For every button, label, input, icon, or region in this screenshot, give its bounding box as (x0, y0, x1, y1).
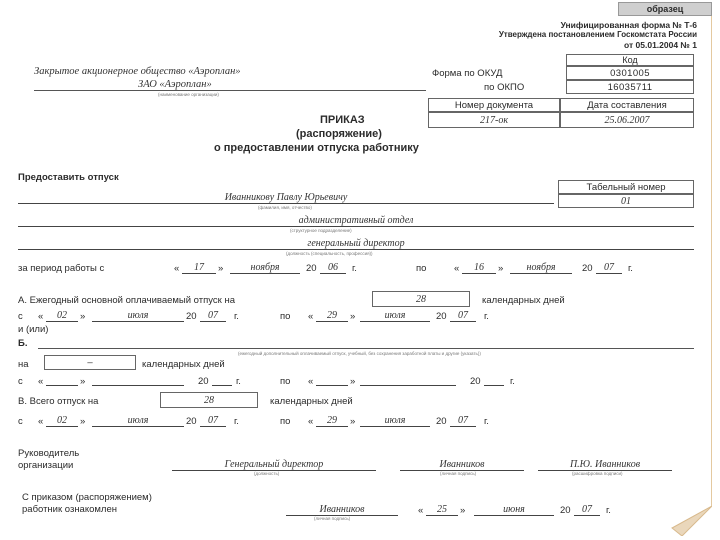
org-short-name: ЗАО «Аэроплан» (138, 79, 212, 90)
leave-total-from-year-suffix: г. (234, 416, 239, 427)
ack-date-century: 20 (560, 505, 571, 516)
doc-title-sub: (распоряжение) (296, 128, 382, 140)
leave-total-to-month: июля (360, 415, 430, 427)
leave-total-to-year-suffix: г. (484, 416, 489, 427)
doc-date-value: 25.06.2007 (560, 112, 694, 128)
leave-b-to-label: по (280, 376, 291, 387)
leave-b-from-year-suffix: г. (236, 376, 241, 387)
leave-b-to-year-suffix: г. (510, 376, 515, 387)
ack-date-day: 25 (426, 504, 458, 516)
leave-a-to-quote-end: » (350, 311, 356, 322)
leave-b-on: на (18, 359, 29, 370)
leave-a-to-label: по (280, 311, 291, 322)
head-name-caption: (расшифровка подписи) (572, 471, 623, 476)
leave-a-to-year-suffix: г. (484, 311, 489, 322)
leave-a-to-century: 20 (436, 311, 447, 322)
leave-b-from-century: 20 (198, 376, 209, 387)
period-to-century: 20 (582, 263, 593, 274)
doc-number-value: 217-ок (428, 112, 560, 128)
head-signature: Иванников (400, 459, 524, 471)
leave-b-to-day (316, 375, 348, 386)
ack-signature-caption: (личная подпись) (314, 516, 351, 521)
okud-label: Форма по ОКУД (432, 68, 503, 79)
leave-b-to-century: 20 (470, 376, 481, 387)
leave-total-text: В. Всего отпуск на (18, 396, 99, 407)
leave-total-from-quote-end: » (80, 416, 86, 427)
head-position-caption: (должность) (254, 471, 280, 476)
ack-date-month: июня (474, 504, 554, 516)
leave-a-from-year: 07 (200, 310, 226, 322)
leave-b-to-quote-end: » (350, 376, 356, 387)
leave-total-from-quote: « (38, 416, 44, 427)
period-from-day: 17 (182, 262, 216, 274)
period-from-quote-end: » (218, 263, 224, 274)
period-to-quote: « (454, 263, 460, 274)
org-caption: (наименование организации) (158, 92, 219, 97)
leave-a-from-century: 20 (186, 311, 197, 322)
leave-a-to-month: июля (360, 310, 430, 322)
head-label-1: Руководитель (18, 448, 80, 459)
leave-total-to-day: 29 (316, 415, 348, 427)
form-page (8, 4, 712, 536)
leave-b-from-year (212, 375, 232, 386)
tab-number-label: Табельный номер (558, 180, 694, 194)
position-caption: (должность (специальность, профессия)) (286, 251, 373, 256)
period-to-year-suffix: г. (628, 263, 633, 274)
leave-total-from-label: с (18, 416, 23, 427)
doc-subject: о предоставлении отпуска работнику (214, 142, 419, 154)
leave-total-from-century: 20 (186, 416, 197, 427)
okpo-label: по ОКПО (484, 82, 525, 93)
ack-label-2: работник ознакомлен (22, 504, 117, 515)
head-position: Генеральный директор (172, 459, 376, 471)
leave-total-to-quote-end: » (350, 416, 356, 427)
leave-total-from-day: 02 (46, 415, 78, 427)
employee-caption: (фамилия, имя, отчество) (258, 205, 312, 210)
form-approval: Утверждена постановлением Госкомстата России (498, 30, 697, 39)
ack-date-quote-end: » (460, 505, 466, 516)
leave-b-to-quote: « (308, 376, 314, 387)
okpo-value: 16035711 (566, 80, 694, 94)
doc-number-label: Номер документа (428, 98, 560, 112)
code-head: Код (566, 54, 694, 66)
ack-date-year-suffix: г. (606, 505, 611, 516)
period-from-year: 06 (320, 262, 346, 274)
leave-a-text: А. Ежегодный основной оплачиваемый отпуск на (18, 295, 235, 306)
leave-total-to-year: 07 (450, 415, 476, 427)
position: генеральный директор (18, 238, 694, 250)
leave-b-caption: (ежегодный дополнительный оплачиваемый отпуск, учебный, без сохранения заработной платы и другие (указать)) (238, 351, 481, 356)
leave-a-to-quote: « (308, 311, 314, 322)
employee-name: Иванникову Павлу Юрьевичу (18, 192, 554, 204)
okud-value: 0301005 (566, 66, 694, 80)
leave-b-label: Б. (18, 338, 28, 349)
leave-b-from-quote-end: » (80, 376, 86, 387)
leave-b-from-label: с (18, 376, 23, 387)
doc-title: ПРИКАЗ (320, 114, 365, 126)
doc-date-label: Дата составления (560, 98, 694, 112)
leave-b-from-quote: « (38, 376, 44, 387)
head-label-2: организации (18, 460, 74, 471)
period-from-quote: « (174, 263, 180, 274)
leave-total-to-century: 20 (436, 416, 447, 427)
leave-a-from-label: с (18, 311, 23, 322)
org-full-name: Закрытое акционерное общество «Аэроплан» (34, 66, 241, 77)
folded-corner (668, 506, 712, 536)
ack-date-quote: « (418, 505, 424, 516)
department: административный отдел (18, 215, 694, 227)
leave-total-from-month: июля (92, 415, 184, 427)
leave-or-text: и (или) (18, 324, 49, 335)
leave-total-from-year: 07 (200, 415, 226, 427)
leave-a-to-year: 07 (450, 310, 476, 322)
period-from-month: ноября (230, 262, 300, 274)
period-from-century: 20 (306, 263, 317, 274)
ack-date-year: 07 (574, 504, 600, 516)
period-to-day: 16 (462, 262, 496, 274)
leave-a-from-year-suffix: г. (234, 311, 239, 322)
ack-signature: Иванников (286, 504, 398, 516)
leave-a-from-day: 02 (46, 310, 78, 322)
tab-number-value: 01 (558, 194, 694, 208)
leave-a-to-day: 29 (316, 310, 348, 322)
leave-a-unit: календарных дней (482, 295, 565, 306)
period-to-label: по (416, 263, 427, 274)
leave-b-days: – (44, 355, 136, 370)
grant-label: Предоставить отпуск (18, 172, 119, 183)
leave-b-from-month (92, 375, 184, 386)
form-approval-date: от 05.01.2004 № 1 (624, 40, 697, 50)
leave-a-from-quote-end: » (80, 311, 86, 322)
leave-b-unit: календарных дней (142, 359, 225, 370)
leave-b-line (38, 348, 694, 349)
period-from-year-suffix: г. (352, 263, 357, 274)
head-name: П.Ю. Иванников (538, 459, 672, 471)
leave-total-unit: календарных дней (270, 396, 353, 407)
period-to-month: ноября (510, 262, 572, 274)
form-number: Унифицированная форма № Т-6 (560, 20, 697, 30)
department-caption: (структурное подразделение) (290, 228, 352, 233)
leave-total-to-label: по (280, 416, 291, 427)
leave-a-from-month: июля (92, 310, 184, 322)
org-underline (34, 90, 426, 91)
leave-total-to-quote: « (308, 416, 314, 427)
sample-stamp: образец (618, 2, 712, 16)
leave-total-days: 28 (160, 392, 258, 408)
leave-b-to-month (360, 375, 456, 386)
period-lead: за период работы с (18, 263, 105, 274)
period-to-quote-end: » (498, 263, 504, 274)
leave-b-from-day (46, 375, 78, 386)
ack-label-1: С приказом (распоряжением) (22, 492, 152, 503)
leave-a-days: 28 (372, 291, 470, 307)
period-to-year: 07 (596, 262, 622, 274)
head-signature-caption: (личная подпись) (440, 471, 477, 476)
leave-b-to-year (484, 375, 504, 386)
leave-a-from-quote: « (38, 311, 44, 322)
